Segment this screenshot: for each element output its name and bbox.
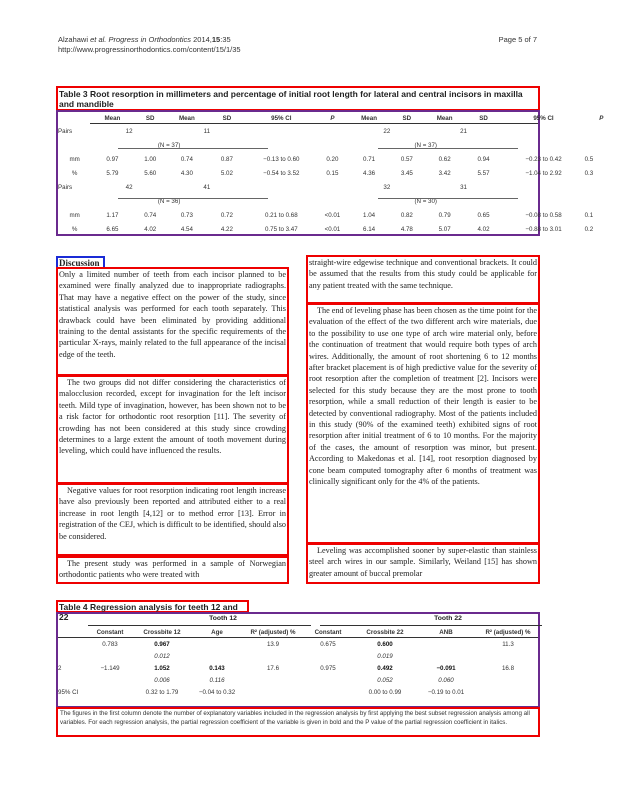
cell: 0.060	[438, 676, 454, 684]
header-url[interactable]: http://www.progressinorthodontics.com/content/15/1/35	[58, 45, 241, 54]
cell: 0.675	[320, 640, 336, 648]
cell: 0.72	[220, 211, 233, 219]
table3-col-header: Mean	[178, 114, 195, 122]
cell	[418, 638, 474, 650]
cell: 6.65	[106, 225, 119, 233]
table3-col-header: Mean	[104, 114, 121, 122]
cell: 0.94	[477, 155, 490, 163]
table-row	[58, 650, 542, 662]
paragraph: Negative values for root resorption indicating root length increase have also previously been reported and attributed either to a real increase in root length [4,12] or to method error [13]. Error in registration of the CEJ, which is difficult to be identified, should also be considered.	[56, 483, 289, 556]
paragraph: Only a limited number of teeth from each incisor planned to be examined were finally analyzed due to inappropriate radiographs. That may have a negative effect on the power of the study, since statistical analysis was performed for each tooth separately. This drawback could have been eliminated by providing additional training to the dental assistants for the specific requirements of the particular X-rays, mainly related to the full appearance of the incisal edge of the teeth.	[56, 267, 289, 376]
table3-col-header: 95% CI	[533, 114, 554, 122]
paragraph: Leveling was accomplished sooner by super-elastic than stainless steel arch wires in our sample. Similarly, Weiland [15] has shown greater amount of buccal premolar	[306, 543, 540, 584]
cell: 0.71	[363, 155, 376, 163]
cell: 0.79	[438, 211, 451, 219]
cell: 4.36	[363, 169, 376, 177]
pair-cell: 31	[460, 183, 467, 191]
row-label	[58, 638, 88, 650]
cell: 0.57	[400, 155, 413, 163]
paragraph: straight-wire edgewise technique and conventional brackets. It could be assumed that the results from this study could be applicable for any patient treated with the same technique.	[306, 255, 540, 304]
cell	[242, 674, 304, 686]
pair-cell: 21	[460, 127, 467, 135]
cell: 16.8	[501, 664, 515, 672]
cell: 0.116	[209, 676, 225, 684]
cell: 1.04	[363, 211, 376, 219]
table3-caption: Table 3 Root resorption in millimeters and percentage of initial root length for lateral and central incisors in maxilla and mandible	[56, 86, 540, 111]
cell: 0.052	[377, 676, 393, 684]
cell: 0.1	[584, 211, 594, 219]
cell: 0.2	[584, 225, 594, 233]
cell: 5.60	[144, 169, 157, 177]
cell: 13.9	[266, 640, 280, 648]
cell: 5.79	[106, 169, 119, 177]
cell: 1.052	[154, 664, 170, 672]
table3-header-row	[58, 112, 618, 124]
cell: 5.57	[477, 169, 490, 177]
cell: 0.82	[400, 211, 413, 219]
header-volume: 15	[211, 35, 221, 44]
table4-col-header: R² (adjusted) %	[250, 628, 296, 636]
cell	[474, 686, 542, 698]
cell: 4.02	[477, 225, 490, 233]
cell: 0.975	[320, 664, 336, 672]
table4-footnote: The figures in the first column denote the number of explanatory variables included in the regression analysis by first applying the best subset regression analysis among all variables. For each regression analysis, the partial regression coefficient of the variable is given in bold and the P value of the partial regression coefficient in italics.	[56, 707, 540, 737]
page-number: Page 5 of 7	[498, 35, 537, 44]
table3-pairs-row	[58, 180, 618, 194]
cell: 11.3	[502, 640, 514, 648]
cell: 4.02	[144, 225, 157, 233]
table3-col-header: SD	[222, 114, 232, 122]
cell: 0.97	[106, 155, 119, 163]
table-row	[58, 222, 618, 236]
cell: −1.04 to 2.92	[525, 169, 562, 177]
cell: 0.00 to 0.99	[368, 688, 402, 696]
cell: 6.14	[363, 225, 376, 233]
cell: 1.00	[144, 155, 157, 163]
cell	[474, 674, 542, 686]
cell: 0.62	[438, 155, 451, 163]
paragraph: The present study was performed in a sample of Norwegian orthodontic patients who were treated with	[56, 556, 289, 584]
cell: 0.74	[144, 211, 157, 219]
n-cell: (N = 36)	[157, 197, 181, 205]
table3-grid	[58, 112, 618, 236]
cell	[88, 674, 132, 686]
table3-n-row	[58, 138, 618, 152]
table4-grid	[58, 626, 542, 698]
paragraph: The end of leveling phase has been chosen as the time point for the evaluation of the effect of the two different arch wire materials, due to the possibility to use one type of arch wire material only, before the continuation of treatment that would require both types of arch wires. Additionally, the amount of root shortening 6 to 12 months after bracket placement is of high predictive value for the severity of root resorption after the completion of treatment [2]. Incisors were selected for this study because they are the most prone to tooth resorption, while a small reduction of their length is easier to be detected by conventional radiography. Most of the patients included in this study (90% of the examined teeth) exhibited signs of root resorption after initial treatment of 6 to 10 months. For the majority of the cases, the amount of resorption was minor, but present. According to Makedonas et al. [14], root resorption diagnosed by cone beam computed tomography after 6 months of treatment was clinically significant only for the 4% of the patients.	[306, 303, 540, 544]
row-label	[58, 674, 88, 686]
header-year: 2014,	[193, 35, 212, 44]
cell: 0.3	[584, 169, 594, 177]
table3-col-header: Mean	[436, 114, 453, 122]
table4-col-header: Age	[211, 628, 223, 636]
cell: 0.15	[326, 169, 339, 177]
cell: 0.32 to 1.79	[145, 688, 179, 696]
cell: 3.45	[400, 169, 413, 177]
n-cell: (N = 37)	[157, 141, 181, 149]
table4-caption: Table 4 Regression analysis for teeth 12 and 22	[56, 600, 249, 613]
cell: 0.74	[180, 155, 193, 163]
n-cell: (N = 37)	[414, 141, 437, 149]
cell: −0.88 to 3.01	[525, 225, 562, 233]
cell	[242, 650, 304, 662]
table3-col-header: 95% CI	[271, 114, 292, 122]
table4-col-header: R² (adjusted) %	[485, 628, 531, 636]
cell	[192, 638, 242, 650]
cell	[192, 650, 242, 662]
cell	[304, 674, 352, 686]
cell	[88, 650, 132, 662]
cell	[304, 650, 352, 662]
cell: −0.08 to 0.58	[525, 211, 562, 219]
cell	[418, 650, 474, 662]
paragraph: The two groups did not differ considering the characteristics of malocclusion recorded, except for invagination for the left incisor teeth. Mild type of invagination, however, has been shown not to be a risk factor for orthodontic root resorption [11]. The severity of crowding has not been considered at this study since crowding determines to a large extent the amount of tooth movement during leveling, which could have influenced the results.	[56, 375, 289, 484]
cell: 3.42	[438, 169, 451, 177]
table-row	[58, 638, 542, 650]
cell: −0.13 to 0.60	[263, 155, 300, 163]
row-label: 2	[58, 664, 62, 672]
cell: 0.143	[209, 664, 225, 672]
table-row	[58, 208, 618, 222]
row-label: 95% CI	[58, 688, 79, 696]
table4-col-header: Constant	[314, 628, 342, 636]
header-etal: et al.	[90, 35, 107, 44]
pairs-label: Pairs	[58, 127, 73, 135]
table3-col-header: SD	[145, 114, 155, 122]
table-row	[58, 166, 618, 180]
table3-col-header: SD	[479, 114, 488, 122]
pair-cell: 41	[203, 183, 211, 191]
row-label: %	[71, 169, 78, 177]
cell: 0.75 to 3.47	[264, 225, 298, 233]
cell	[242, 686, 304, 698]
header-article: :35	[220, 35, 231, 44]
table4-group-left: Tooth 12	[209, 615, 237, 622]
cell: −0.091	[436, 664, 456, 672]
cell: 0.600	[377, 640, 393, 648]
table4-col-header: Constant	[96, 628, 124, 636]
cell: 5.02	[220, 169, 233, 177]
cell: 0.492	[377, 664, 393, 672]
cell: 0.5	[584, 155, 594, 163]
table-row	[58, 662, 542, 674]
cell: 0.783	[102, 640, 118, 648]
row-label: mm	[69, 211, 80, 219]
table3-col-header: SD	[402, 114, 412, 122]
pair-cell: 22	[383, 127, 391, 135]
cell: 5.07	[438, 225, 451, 233]
pair-cell: 12	[125, 127, 133, 135]
cell: 4.54	[180, 225, 193, 233]
table3-col-header: P	[599, 114, 604, 122]
table-row	[58, 686, 542, 698]
table4-header-row	[58, 626, 542, 638]
table4-col-header: Crossbite 22	[366, 628, 404, 636]
row-label	[58, 650, 88, 662]
table3	[56, 110, 604, 236]
cell: 17.6	[266, 664, 280, 672]
cell	[304, 686, 352, 698]
table3-n-row	[58, 194, 618, 208]
cell	[474, 650, 542, 662]
table3-col-header: P	[330, 114, 335, 122]
table-row	[58, 152, 618, 166]
running-header	[58, 35, 231, 45]
cell: 1.17	[106, 211, 119, 219]
table3-pairs-row	[58, 124, 618, 138]
cell: 0.20	[326, 155, 339, 163]
table4-group-right: Tooth 22	[434, 615, 462, 622]
row-label: mm	[69, 155, 80, 163]
header-authors: Alzahawi	[58, 35, 89, 44]
pair-cell: 42	[125, 183, 133, 191]
pair-cell: 11	[203, 127, 211, 135]
n-cell: (N = 30)	[414, 197, 437, 205]
table4-col-header: ANB	[439, 628, 453, 636]
cell: 0.73	[180, 211, 193, 219]
table3-col-header: Mean	[361, 114, 377, 122]
table4	[56, 612, 540, 708]
cell: 0.019	[377, 652, 393, 660]
cell: 4.22	[220, 225, 233, 233]
table4-col-header: Crossbite 12	[143, 628, 181, 636]
cell: 0.006	[154, 676, 170, 684]
cell: 0.65	[477, 211, 490, 219]
cell: −1.149	[100, 664, 120, 672]
discussion-heading: Discussion	[56, 256, 105, 269]
header-journal: Progress in Orthodontics	[108, 35, 192, 44]
cell: −0.54 to 3.52	[263, 169, 300, 177]
cell: 0.21 to 0.68	[264, 211, 298, 219]
cell: <0.01	[324, 225, 341, 233]
row-label: %	[71, 225, 78, 233]
cell: 4.78	[400, 225, 413, 233]
cell	[88, 686, 132, 698]
cell: −0.19 to 0.01	[427, 688, 465, 696]
cell: 0.87	[220, 155, 233, 163]
cell: 4.30	[180, 169, 193, 177]
cell: 0.967	[154, 640, 170, 648]
cell: −0.04 to 0.32	[198, 688, 236, 696]
table-row	[58, 674, 542, 686]
pair-cell: 32	[383, 183, 391, 191]
cell: −0.23 to 0.42	[525, 155, 562, 163]
pairs-label: Pairs	[58, 183, 73, 191]
cell: <0.01	[324, 211, 341, 219]
cell: 0.012	[154, 652, 170, 660]
